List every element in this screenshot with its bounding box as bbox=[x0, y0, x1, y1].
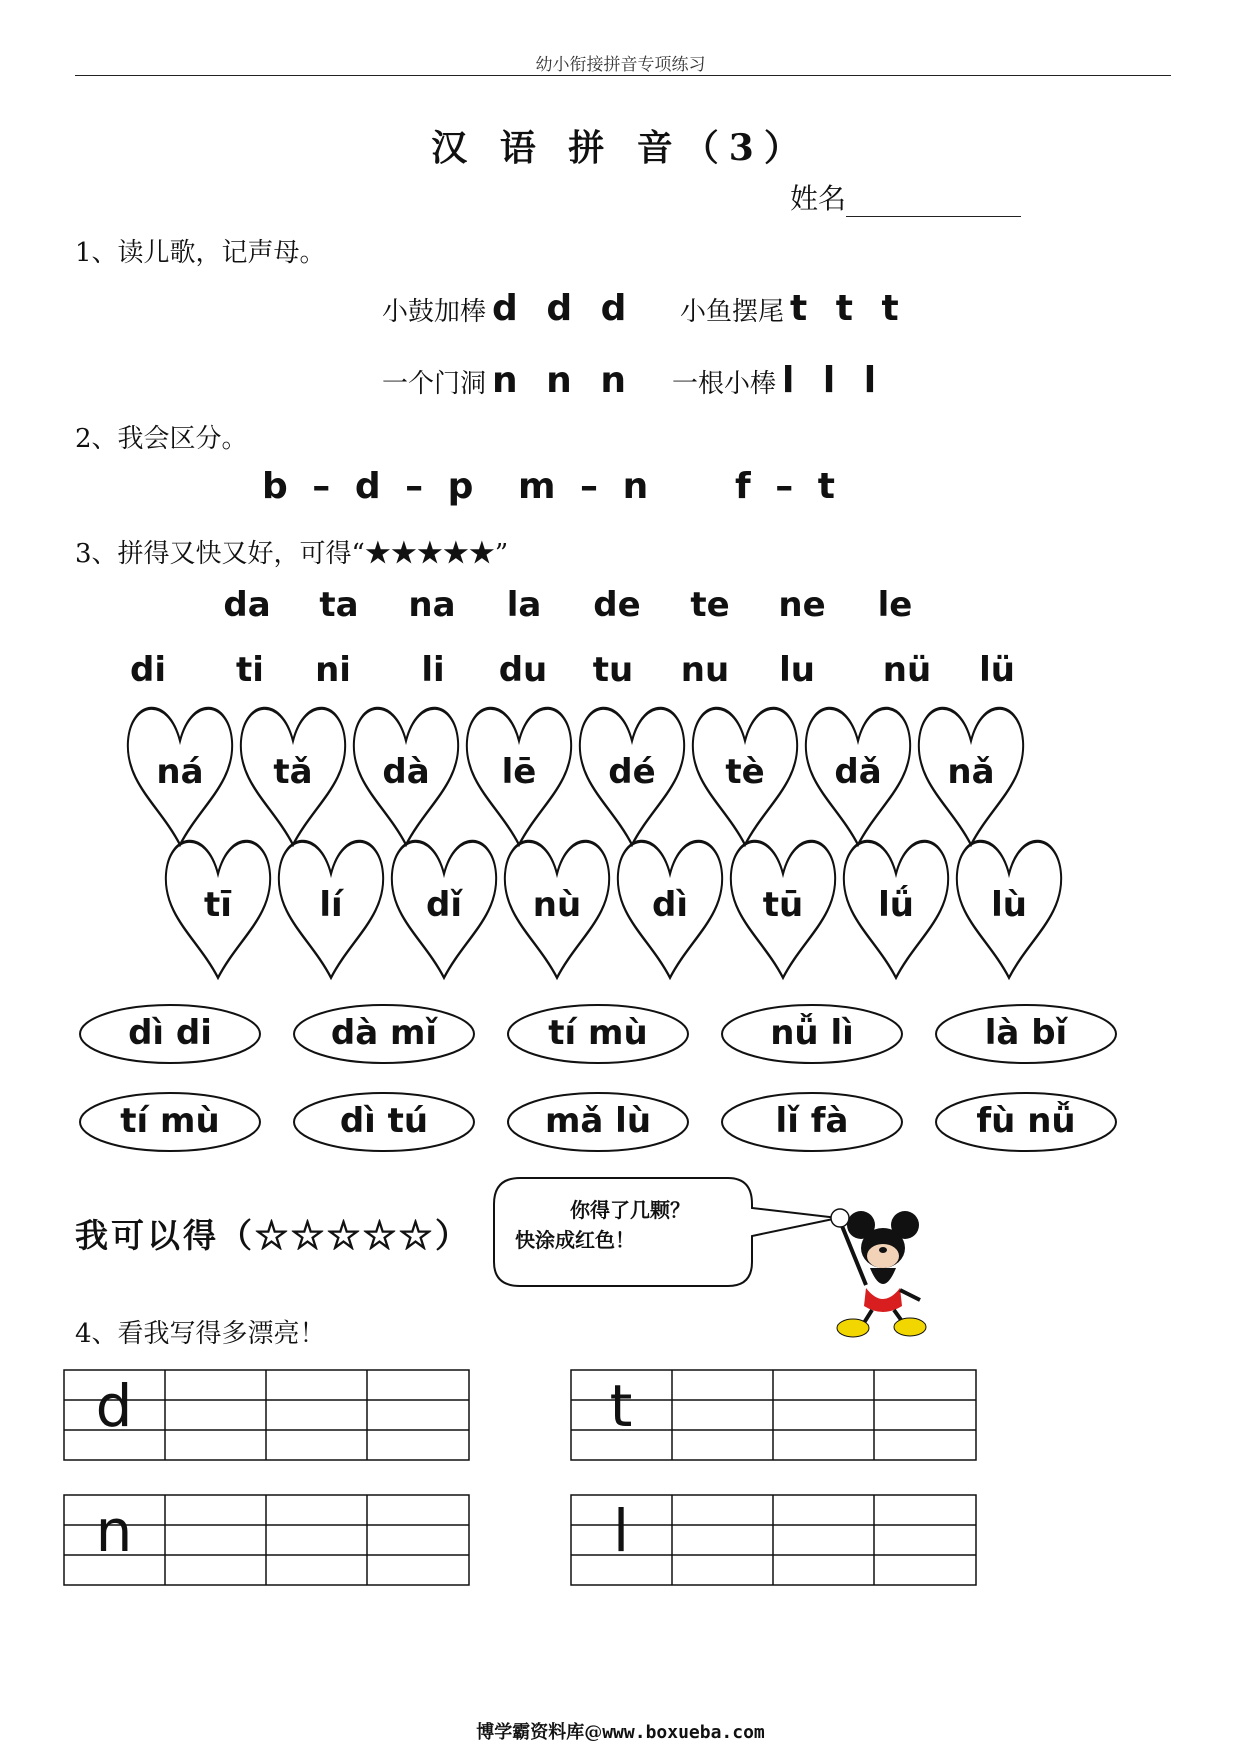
bubble-line: 你得了几颗？ bbox=[570, 1198, 690, 1222]
writing-grids bbox=[64, 1370, 976, 1585]
heart-syllable: dì bbox=[652, 885, 688, 925]
heart-syllable: dé bbox=[608, 752, 656, 792]
oval-word: dà mǐ bbox=[330, 1013, 438, 1053]
rhyme-text: 一根小棒 bbox=[672, 369, 777, 399]
syllable: nü bbox=[882, 650, 932, 690]
heart-syllable: tè bbox=[725, 752, 765, 792]
header-title: 幼小衔接拼音专项练习 bbox=[535, 55, 706, 75]
bubble-line: 快涂成红色！ bbox=[515, 1228, 635, 1252]
syllable: li bbox=[421, 650, 445, 690]
oval-word: fù nǚ bbox=[976, 1101, 1076, 1141]
oval-word: mǎ lù bbox=[544, 1101, 652, 1141]
speech-bubble-text bbox=[515, 1195, 735, 1255]
name-label: 姓名 bbox=[790, 182, 847, 215]
footer-url[interactable]: www.boxueba.com bbox=[602, 1722, 765, 1743]
distinguish-pair: m – n bbox=[518, 466, 655, 507]
oval-word: tí mù bbox=[548, 1013, 648, 1053]
syllable: te bbox=[690, 585, 730, 625]
oval-word: dì tú bbox=[339, 1101, 429, 1141]
syllable: tu bbox=[592, 650, 634, 690]
heart-syllable: lù bbox=[991, 885, 1027, 925]
section4-label: 4、看我写得多漂亮！ bbox=[75, 1319, 326, 1349]
oval-word: là bǐ bbox=[984, 1013, 1068, 1053]
oval-word: dì di bbox=[128, 1013, 212, 1053]
heart-syllable: tū bbox=[762, 885, 804, 925]
footer bbox=[0, 1718, 1241, 1744]
heart-syllable: lē bbox=[501, 752, 537, 792]
rhyme-pinyin: n n n bbox=[492, 360, 634, 401]
syllable: ne bbox=[778, 585, 826, 625]
syllable: di bbox=[130, 650, 166, 690]
syllable: lu bbox=[779, 650, 815, 690]
oval-word: lǐ fà bbox=[775, 1101, 849, 1141]
heart-syllable: nù bbox=[532, 885, 582, 925]
syllable: nu bbox=[680, 650, 730, 690]
section3-label: 3、拼得又快又好，可得“★★★★★” bbox=[75, 539, 509, 569]
syllable: na bbox=[408, 585, 456, 625]
grid-letter: n bbox=[95, 1497, 133, 1565]
heart-syllable: nǎ bbox=[947, 752, 995, 792]
cartoon-mouse-illustration bbox=[831, 1209, 926, 1337]
syllable: le bbox=[877, 585, 913, 625]
grid-letter: t bbox=[609, 1372, 633, 1440]
doc-title: 汉 语 拼 音（3） bbox=[431, 127, 810, 169]
distinguish-pair: f – t bbox=[735, 466, 841, 507]
syllable: la bbox=[506, 585, 542, 625]
grid-letter: l bbox=[612, 1497, 630, 1565]
heart-syllable: dǐ bbox=[426, 885, 462, 925]
heart-syllable: ná bbox=[156, 752, 204, 792]
heart-syllable: lǘ bbox=[878, 885, 914, 925]
distinguish-pair: b – d – p bbox=[262, 466, 480, 507]
syllable: ni bbox=[315, 650, 351, 690]
stars-earned-label: 我可以得（☆☆☆☆☆） bbox=[75, 1216, 471, 1255]
rhyme-pinyin: l l l bbox=[782, 360, 885, 401]
section2-label: 2、我会区分。 bbox=[75, 424, 248, 454]
syllable: lü bbox=[979, 650, 1015, 690]
heart-syllable: lí bbox=[319, 885, 343, 925]
oval-word: nǚ lì bbox=[770, 1013, 854, 1053]
rhyme-pinyin: t t t bbox=[790, 288, 907, 329]
rhyme-text: 小鱼摆尾 bbox=[680, 297, 785, 327]
rhyme-text: 一个门洞 bbox=[382, 369, 487, 399]
heart-syllable: tī bbox=[204, 885, 232, 925]
oval-word: tí mù bbox=[120, 1101, 220, 1141]
syllable: ti bbox=[236, 650, 264, 690]
grid-letter: d bbox=[95, 1372, 133, 1440]
syllable: da bbox=[223, 585, 271, 625]
rhyme-text: 小鼓加棒 bbox=[382, 297, 487, 327]
section1-label: 1、读儿歌，记声母。 bbox=[75, 238, 326, 268]
footer-text: 博学霸资料库@ bbox=[476, 1722, 603, 1743]
syllable: ta bbox=[319, 585, 359, 625]
syllable: du bbox=[498, 650, 548, 690]
heart-syllable: tǎ bbox=[273, 752, 313, 792]
heart-syllable: dà bbox=[382, 752, 430, 792]
syllable: de bbox=[593, 585, 641, 625]
rhyme-pinyin: d d d bbox=[492, 288, 635, 329]
heart-syllable: dǎ bbox=[834, 752, 882, 792]
